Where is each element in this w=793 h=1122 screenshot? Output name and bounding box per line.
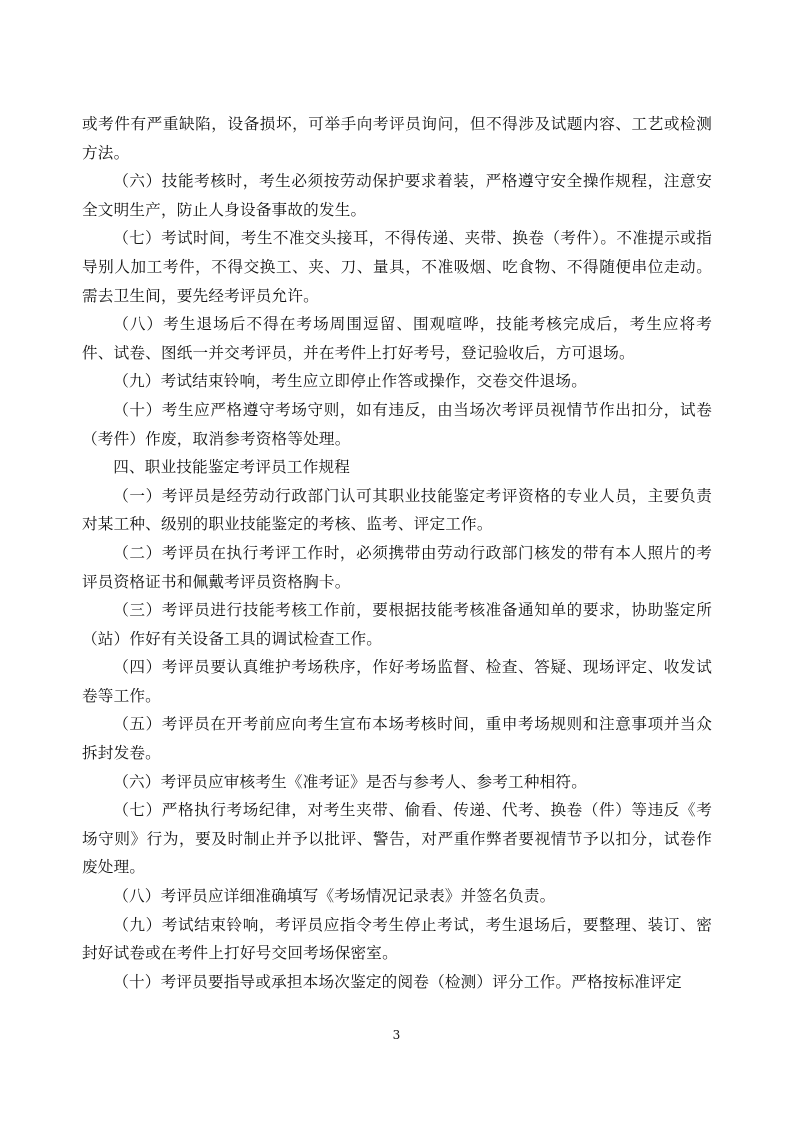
paragraph: （一）考评员是经劳动行政部门认可其职业技能鉴定考评资格的专业人员，主要负责对某工种、级别的职业技能鉴定的考核、监考、评定工作。	[82, 486, 712, 534]
paragraph: （六）考评员应审核考生《准考证》是否与参考人、参考工种相符。	[113, 772, 588, 791]
paragraph: （八）考评员应详细准确填写《考场情况记录表》并签名负责。	[113, 887, 556, 906]
paragraph: （三）考评员进行技能考核工作前，要根据技能考核准备通知单的要求，协助鉴定所（站）作好有关设备工具的调试检查工作。	[82, 601, 712, 648]
paragraph: （八）考生退场后不得在考场周围逗留、围观喧哗，技能考核完成后，考生应将考件、试卷、图纸一并交考评员，并在考件上打好考号，登记验收后，方可退场。	[82, 315, 712, 362]
paragraph: （十）考评员要指导或承担本场次鉴定的阅卷（检测）评分工作。严格按标准评定	[113, 972, 682, 991]
paragraph: （七）严格执行考场纪律，对考生夹带、偷看、传递、代考、换卷（件）等违反《考场守则》行为，要及时制止并予以批评、警告，对严重作弊者要视情节予以扣分，试卷作废处理。	[82, 801, 712, 877]
paragraph: （四）考评员要认真维护考场秩序，作好考场监督、检查、答疑、现场评定、收发试卷等工作。	[82, 658, 712, 705]
paragraph: （六）技能考核时，考生必须按劳动保护要求着装，严格遵守安全操作规程，注意安全文明生产，防止人身设备事故的发生。	[82, 172, 712, 219]
page-body	[82, 110, 712, 996]
paragraph: （九）考试结束铃响，考评员应指令考生停止考试，考生退场后，要整理、装订、密封好试卷或在考件上打好号交回考场保密室。	[82, 915, 712, 963]
paragraph: 或考件有严重缺陷，设备损坏，可举手向考评员询问，但不得涉及试题内容、工艺或检测方法。	[82, 115, 712, 162]
paragraph: （五）考评员在开考前应向考生宣布本场考核时间，重申考场规则和注意事项并当众拆封发卷。	[82, 715, 712, 763]
paragraph: （二）考评员在执行考评工作时，必须携带由劳动行政部门核发的带有本人照片的考评员资格证书和佩戴考评员资格胸卡。	[82, 543, 712, 591]
page-number: 3	[392, 1028, 401, 1042]
paragraph: （九）考试结束铃响，考生应立即停止作答或操作，交卷交件退场。	[113, 372, 588, 391]
section-heading: 四、职业技能鉴定考评员工作规程	[113, 458, 351, 477]
paragraph: （七）考试时间，考生不准交头接耳，不得传递、夹带、换卷（考件）。不准提示或指导别人加工考件，不得交换工、夹、刀、量具，不准吸烟、吃食物、不得随便串位走动。需去卫生间，要先经考评员允许。	[82, 229, 712, 305]
paragraph: （十）考生应严格遵守考场守则，如有违反，由当场次考评员视情节作出扣分，试卷（考件）作废，取消参考资格等处理。	[82, 400, 712, 448]
